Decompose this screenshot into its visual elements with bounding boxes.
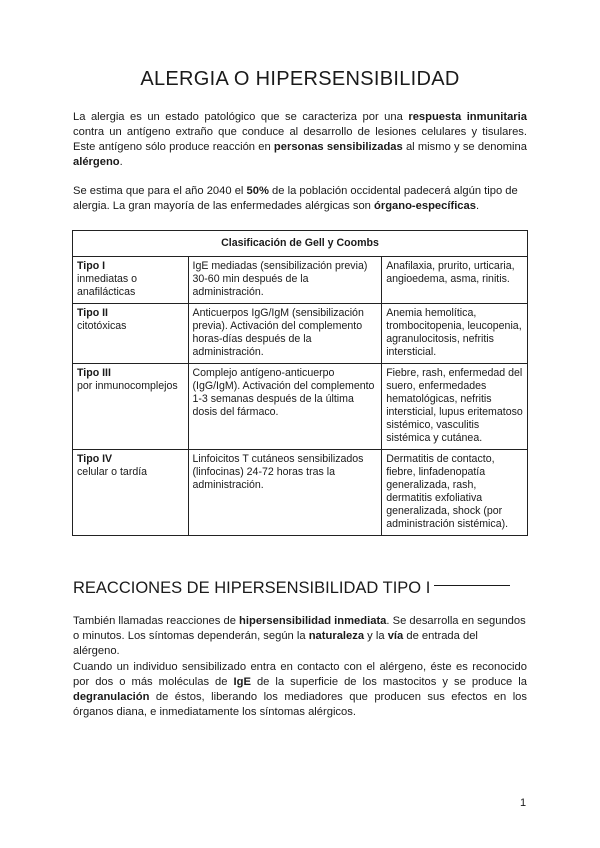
bold-term: degranulación [73,691,150,703]
intro-paragraph: La alergia es un estado patológico que se caracteriza por una respuesta inmunitaria contra un antígeno extraño que conduce al desarrollo de lesiones celulares y tisulares. Este antígeno sólo produce reacción en personas sensibilizadas al mismo y se denomina alérgeno. [73,111,527,168]
bold-term: hipersensibilidad inmediata [239,615,387,627]
mechanism-cell: Complejo antígeno-anticuerpo (IgG/IgM). Activación del complemento 1-3 semanas después de la última dosis del fármaco. [188,364,382,450]
heading-rule [434,585,510,586]
bold-term: 50% [246,185,269,197]
section-heading: REACCIONES DE HIPERSENSIBILIDAD TIPO I [73,579,543,598]
type-label: Tipo I [77,260,106,272]
bold-term: personas sensibilizadas [273,141,403,153]
type-subtitle: celular o tardía [77,466,148,478]
effects-cell: Anafilaxia, prurito, urticaria, angioedema, asma, rinitis. [382,257,528,304]
table-row [73,364,528,450]
type-cell [73,450,189,536]
tipo1-paragraph-1: También llamadas reacciones de hipersensibilidad inmediata. Se desarrolla en segundos o minutos. Los síntomas dependerán, según la naturaleza y la vía de entrada del alérgeno. [73,615,526,657]
type-label: Tipo III [77,367,111,379]
effects-cell: Fiebre, rash, enfermedad del suero, enfermedades hematológicas, nefritis intersticial, lupus eritematoso sistémico, vasculitis sistémica y cutánea. [382,364,528,450]
page-number: 1 [520,797,527,809]
mechanism-cell: IgE mediadas (sensibilización previa) 30-60 min después de la administración. [188,257,382,304]
bold-term: órgano-específicas [374,200,476,212]
effects-cell: Anemia hemolítica, trombocitopenia, leucopenia, agranulocitosis, nefritis intersticial. [382,304,528,364]
type-label: Tipo II [77,307,108,319]
table-header-row [73,231,528,257]
mechanism-cell: Anticuerpos IgG/IgM (sensibilización previa). Activación del complemento horas-días después de la administración. [188,304,382,364]
table-row [73,257,528,304]
effects-cell: Dermatitis de contacto, fiebre, linfadenopatía generalizada, rash, dermatitis exfoliativa generalizada, shock (por administración sistémica). [382,450,528,536]
tipo1-paragraph-2: Cuando un individuo sensibilizado entra en contacto con el alérgeno, éste es reconocido por dos o más moléculas de IgE de la superficie de los mastocitos y se produce la degranulación de éstos, liberando los mediadores que producen sus efectos en los órganos diana, e inmediatamente los síntomas alérgicos. [73,661,527,718]
bold-term: respuesta inmunitaria [408,111,527,123]
type-subtitle: por inmunocomplejos [77,380,178,392]
bold-term: alérgeno [73,156,120,168]
table-row [73,304,528,364]
estimate-paragraph: Se estima que para el año 2040 el 50% de la población occidental padecerá algún tipo de alergia. La gran mayoría de las enfermedades alérgicas son órgano-específicas. [73,185,518,212]
type-cell [73,304,189,364]
table-caption: Clasificación de Gell y Coombs [73,231,528,257]
table-row [73,450,528,536]
type-subtitle: inmediatas o anafilácticas [77,273,138,298]
type-cell [73,257,189,304]
bold-term: IgE [233,676,251,688]
page-title: ALERGIA O HIPERSENSIBILIDAD [140,68,460,90]
gell-coombs-table [72,230,528,536]
type-subtitle: citotóxicas [77,320,127,332]
mechanism-cell: Linfoicitos T cutáneos sensibilizados (linfocinas) 24-72 horas tras la administración. [188,450,382,536]
bold-term: naturaleza [308,630,365,642]
bold-term: vía [387,630,404,642]
type-label: Tipo IV [77,453,113,465]
type-cell [73,364,189,450]
